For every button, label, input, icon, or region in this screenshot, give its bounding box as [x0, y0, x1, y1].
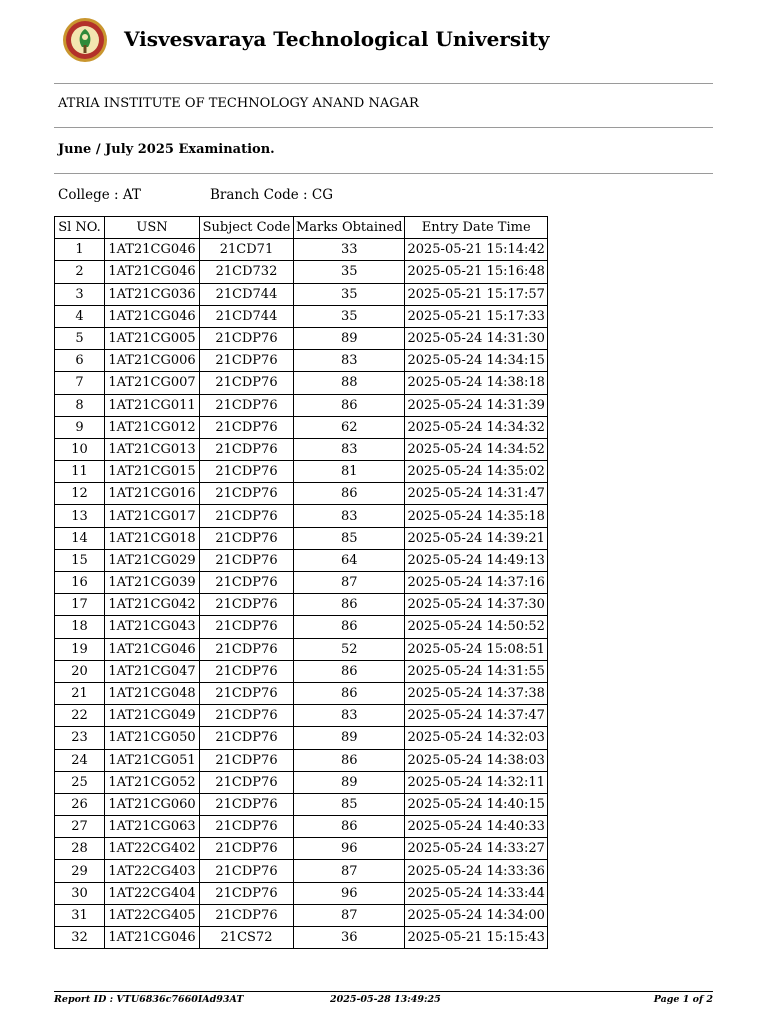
table-cell: 2025-05-24 14:34:15: [405, 350, 547, 372]
table-cell: 2025-05-24 14:35:18: [405, 505, 547, 527]
table-cell: 17: [55, 594, 105, 616]
table-cell: 18: [55, 616, 105, 638]
table-cell: 1AT21CG046: [105, 239, 200, 261]
table-row: [55, 261, 548, 283]
table-cell: 2025-05-24 14:31:55: [405, 660, 547, 682]
table-row: [55, 505, 548, 527]
table-cell: 1AT21CG051: [105, 749, 200, 771]
table-row: [55, 416, 548, 438]
table-row: [55, 616, 548, 638]
table-cell: 13: [55, 505, 105, 527]
table-row: [55, 483, 548, 505]
table-row: [55, 549, 548, 571]
table-cell: 1AT21CG046: [105, 927, 200, 949]
table-cell: 1AT21CG011: [105, 394, 200, 416]
table-cell: 16: [55, 572, 105, 594]
table-cell: 2025-05-24 14:37:30: [405, 594, 547, 616]
table-cell: 83: [294, 350, 405, 372]
table-cell: 19: [55, 638, 105, 660]
table-cell: 21CDP76: [200, 549, 294, 571]
table-row: [55, 239, 548, 261]
table-cell: 1AT21CG007: [105, 372, 200, 394]
table-cell: 25: [55, 771, 105, 793]
table-cell: 2025-05-21 15:16:48: [405, 261, 547, 283]
table-cell: 1AT21CG017: [105, 505, 200, 527]
table-cell: 2025-05-24 14:35:02: [405, 461, 547, 483]
table-cell: 86: [294, 616, 405, 638]
table-cell: 21CDP76: [200, 638, 294, 660]
table-row: [55, 572, 548, 594]
table-row: [55, 816, 548, 838]
table-cell: 29: [55, 860, 105, 882]
table-cell: 8: [55, 394, 105, 416]
table-cell: 1AT21CG049: [105, 705, 200, 727]
university-title: Visvesvaraya Technological University: [124, 27, 550, 51]
table-cell: 87: [294, 572, 405, 594]
table-cell: 85: [294, 793, 405, 815]
table-cell: 86: [294, 594, 405, 616]
table-cell: 86: [294, 394, 405, 416]
table-cell: 22: [55, 705, 105, 727]
table-cell: 2025-05-24 14:34:00: [405, 904, 547, 926]
table-cell: 21CDP76: [200, 882, 294, 904]
table-cell: 15: [55, 549, 105, 571]
table-cell: 21CDP76: [200, 793, 294, 815]
table-cell: 21CDP76: [200, 350, 294, 372]
table-header-row: [55, 217, 548, 239]
table-row: [55, 749, 548, 771]
table-row: [55, 771, 548, 793]
table-cell: 21CDP76: [200, 327, 294, 349]
table-cell: 30: [55, 882, 105, 904]
table-cell: 1AT21CG013: [105, 438, 200, 460]
marks-table: [54, 216, 548, 949]
table-cell: 28: [55, 838, 105, 860]
table-cell: 52: [294, 638, 405, 660]
column-header: Marks Obtained: [294, 217, 405, 239]
table-cell: 1AT21CG042: [105, 594, 200, 616]
table-cell: 85: [294, 527, 405, 549]
table-cell: 81: [294, 461, 405, 483]
table-row: [55, 793, 548, 815]
exam-title: June / July 2025 Examination.: [58, 142, 275, 157]
table-cell: 2025-05-24 14:39:21: [405, 527, 547, 549]
college-info: [58, 187, 333, 203]
table-cell: 2025-05-24 14:50:52: [405, 616, 547, 638]
table-row: [55, 350, 548, 372]
table-cell: 21CDP76: [200, 838, 294, 860]
table-cell: 35: [294, 261, 405, 283]
table-cell: 1AT21CG050: [105, 727, 200, 749]
institute-name: ATRIA INSTITUTE OF TECHNOLOGY ANAND NAGAR: [58, 96, 419, 111]
table-cell: 21CDP76: [200, 616, 294, 638]
column-header: Sl NO.: [55, 217, 105, 239]
table-cell: 21CDP76: [200, 727, 294, 749]
table-row: [55, 438, 548, 460]
table-row: [55, 394, 548, 416]
table-cell: 1AT21CG048: [105, 682, 200, 704]
table-cell: 2025-05-24 14:49:13: [405, 549, 547, 571]
table-cell: 1AT21CG029: [105, 549, 200, 571]
table-cell: 21CDP76: [200, 527, 294, 549]
table-cell: 2025-05-24 14:33:27: [405, 838, 547, 860]
table-cell: 86: [294, 816, 405, 838]
table-cell: 86: [294, 660, 405, 682]
table-body: [55, 239, 548, 949]
table-cell: 1AT21CG036: [105, 283, 200, 305]
table-cell: 21CDP76: [200, 816, 294, 838]
table-cell: 89: [294, 727, 405, 749]
table-cell: 33: [294, 239, 405, 261]
table-cell: 87: [294, 860, 405, 882]
table-cell: 2025-05-24 14:34:52: [405, 438, 547, 460]
table-cell: 5: [55, 327, 105, 349]
table-cell: 2025-05-21 15:14:42: [405, 239, 547, 261]
footer-divider: [54, 991, 713, 992]
table-cell: 21CDP76: [200, 372, 294, 394]
table-cell: 83: [294, 705, 405, 727]
table-row: [55, 283, 548, 305]
table-cell: 2025-05-21 15:17:57: [405, 283, 547, 305]
table-cell: 1AT21CG018: [105, 527, 200, 549]
page-number: Page 1 of 2: [653, 994, 713, 1005]
table-cell: 14: [55, 527, 105, 549]
table-cell: 21CDP76: [200, 594, 294, 616]
table-cell: 1AT21CG039: [105, 572, 200, 594]
table-row: [55, 305, 548, 327]
table-cell: 1AT21CG052: [105, 771, 200, 793]
table-cell: 86: [294, 483, 405, 505]
table-cell: 87: [294, 904, 405, 926]
table-cell: 26: [55, 793, 105, 815]
table-cell: 2025-05-24 15:08:51: [405, 638, 547, 660]
table-cell: 86: [294, 682, 405, 704]
divider: [54, 127, 713, 128]
table-row: [55, 660, 548, 682]
table-row: [55, 838, 548, 860]
table-cell: 2025-05-24 14:34:32: [405, 416, 547, 438]
table-cell: 1AT21CG046: [105, 305, 200, 327]
table-cell: 2025-05-21 15:17:33: [405, 305, 547, 327]
table-row: [55, 327, 548, 349]
table-cell: 1AT22CG405: [105, 904, 200, 926]
table-cell: 6: [55, 350, 105, 372]
table-cell: 20: [55, 660, 105, 682]
table-cell: 1AT21CG005: [105, 327, 200, 349]
table-cell: 2025-05-24 14:40:15: [405, 793, 547, 815]
table-cell: 1AT21CG016: [105, 483, 200, 505]
table-cell: 21CDP76: [200, 705, 294, 727]
table-cell: 2025-05-24 14:38:18: [405, 372, 547, 394]
table-cell: 2025-05-24 14:38:03: [405, 749, 547, 771]
table-cell: 10: [55, 438, 105, 460]
table-row: [55, 927, 548, 949]
table-cell: 21CDP76: [200, 771, 294, 793]
table-cell: 88: [294, 372, 405, 394]
divider: [54, 83, 713, 84]
table-cell: 2: [55, 261, 105, 283]
table-cell: 83: [294, 505, 405, 527]
table-row: [55, 904, 548, 926]
table-cell: 21CDP76: [200, 860, 294, 882]
table-cell: 2025-05-24 14:32:11: [405, 771, 547, 793]
column-header: USN: [105, 217, 200, 239]
column-header: Entry Date Time: [405, 217, 547, 239]
table-cell: 21CD744: [200, 305, 294, 327]
table-cell: 2025-05-24 14:37:38: [405, 682, 547, 704]
table-row: [55, 527, 548, 549]
report-id: Report ID : VTU6836c7660IAd93AT: [54, 994, 244, 1005]
table-cell: 21: [55, 682, 105, 704]
table-cell: 31: [55, 904, 105, 926]
table-cell: 21CDP76: [200, 749, 294, 771]
table-cell: 21CD71: [200, 239, 294, 261]
table-cell: 1: [55, 239, 105, 261]
table-cell: 89: [294, 771, 405, 793]
table-cell: 1AT21CG046: [105, 261, 200, 283]
table-cell: 9: [55, 416, 105, 438]
table-cell: 83: [294, 438, 405, 460]
table-cell: 27: [55, 816, 105, 838]
table-cell: 1AT21CG012: [105, 416, 200, 438]
table-cell: 2025-05-24 14:37:47: [405, 705, 547, 727]
table-cell: 24: [55, 749, 105, 771]
table-cell: 96: [294, 882, 405, 904]
table-row: [55, 461, 548, 483]
table-cell: 21CDP76: [200, 682, 294, 704]
table-cell: 21CD744: [200, 283, 294, 305]
table-cell: 1AT22CG404: [105, 882, 200, 904]
table-cell: 62: [294, 416, 405, 438]
table-cell: 21CDP76: [200, 416, 294, 438]
table-cell: 21CDP76: [200, 483, 294, 505]
table-cell: 23: [55, 727, 105, 749]
table-cell: 12: [55, 483, 105, 505]
table-cell: 89: [294, 327, 405, 349]
table-cell: 1AT21CG063: [105, 816, 200, 838]
table-row: [55, 705, 548, 727]
table-row: [55, 860, 548, 882]
table-cell: 1AT21CG006: [105, 350, 200, 372]
table-cell: 1AT22CG402: [105, 838, 200, 860]
table-row: [55, 682, 548, 704]
table-cell: 3: [55, 283, 105, 305]
college-code: College : AT: [58, 187, 141, 203]
table-cell: 21CDP76: [200, 394, 294, 416]
table-cell: 21CDP76: [200, 904, 294, 926]
table-cell: 64: [294, 549, 405, 571]
table-cell: 86: [294, 749, 405, 771]
table-cell: 1AT21CG015: [105, 461, 200, 483]
table-cell: 35: [294, 283, 405, 305]
table-row: [55, 638, 548, 660]
table-row: [55, 882, 548, 904]
table-cell: 2025-05-24 14:31:47: [405, 483, 547, 505]
table-cell: 32: [55, 927, 105, 949]
column-header: Subject Code: [200, 217, 294, 239]
table-cell: 2025-05-24 14:40:33: [405, 816, 547, 838]
table-cell: 2025-05-24 14:33:44: [405, 882, 547, 904]
table-cell: 21CDP76: [200, 572, 294, 594]
table-cell: 2025-05-24 14:33:36: [405, 860, 547, 882]
table-cell: 2025-05-24 14:37:16: [405, 572, 547, 594]
table-row: [55, 372, 548, 394]
table-cell: 1AT21CG047: [105, 660, 200, 682]
university-logo: [62, 17, 108, 63]
table-cell: 4: [55, 305, 105, 327]
table-row: [55, 727, 548, 749]
table-cell: 21CS72: [200, 927, 294, 949]
table-cell: 21CDP76: [200, 438, 294, 460]
table-cell: 2025-05-24 14:31:39: [405, 394, 547, 416]
table-cell: 1AT21CG060: [105, 793, 200, 815]
table-cell: 7: [55, 372, 105, 394]
table-cell: 96: [294, 838, 405, 860]
divider: [54, 173, 713, 174]
table-cell: 21CDP76: [200, 461, 294, 483]
table-cell: 11: [55, 461, 105, 483]
table-cell: 21CDP76: [200, 660, 294, 682]
table-cell: 2025-05-24 14:31:30: [405, 327, 547, 349]
table-cell: 35: [294, 305, 405, 327]
table-cell: 36: [294, 927, 405, 949]
table-cell: 2025-05-24 14:32:03: [405, 727, 547, 749]
table-cell: 1AT22CG403: [105, 860, 200, 882]
table-cell: 21CD732: [200, 261, 294, 283]
table-cell: 21CDP76: [200, 505, 294, 527]
table-cell: 1AT21CG046: [105, 638, 200, 660]
branch-code: Branch Code : CG: [210, 187, 333, 203]
table-cell: 2025-05-21 15:15:43: [405, 927, 547, 949]
generated-timestamp: 2025-05-28 13:49:25: [330, 994, 441, 1005]
table-cell: 1AT21CG043: [105, 616, 200, 638]
table-row: [55, 594, 548, 616]
